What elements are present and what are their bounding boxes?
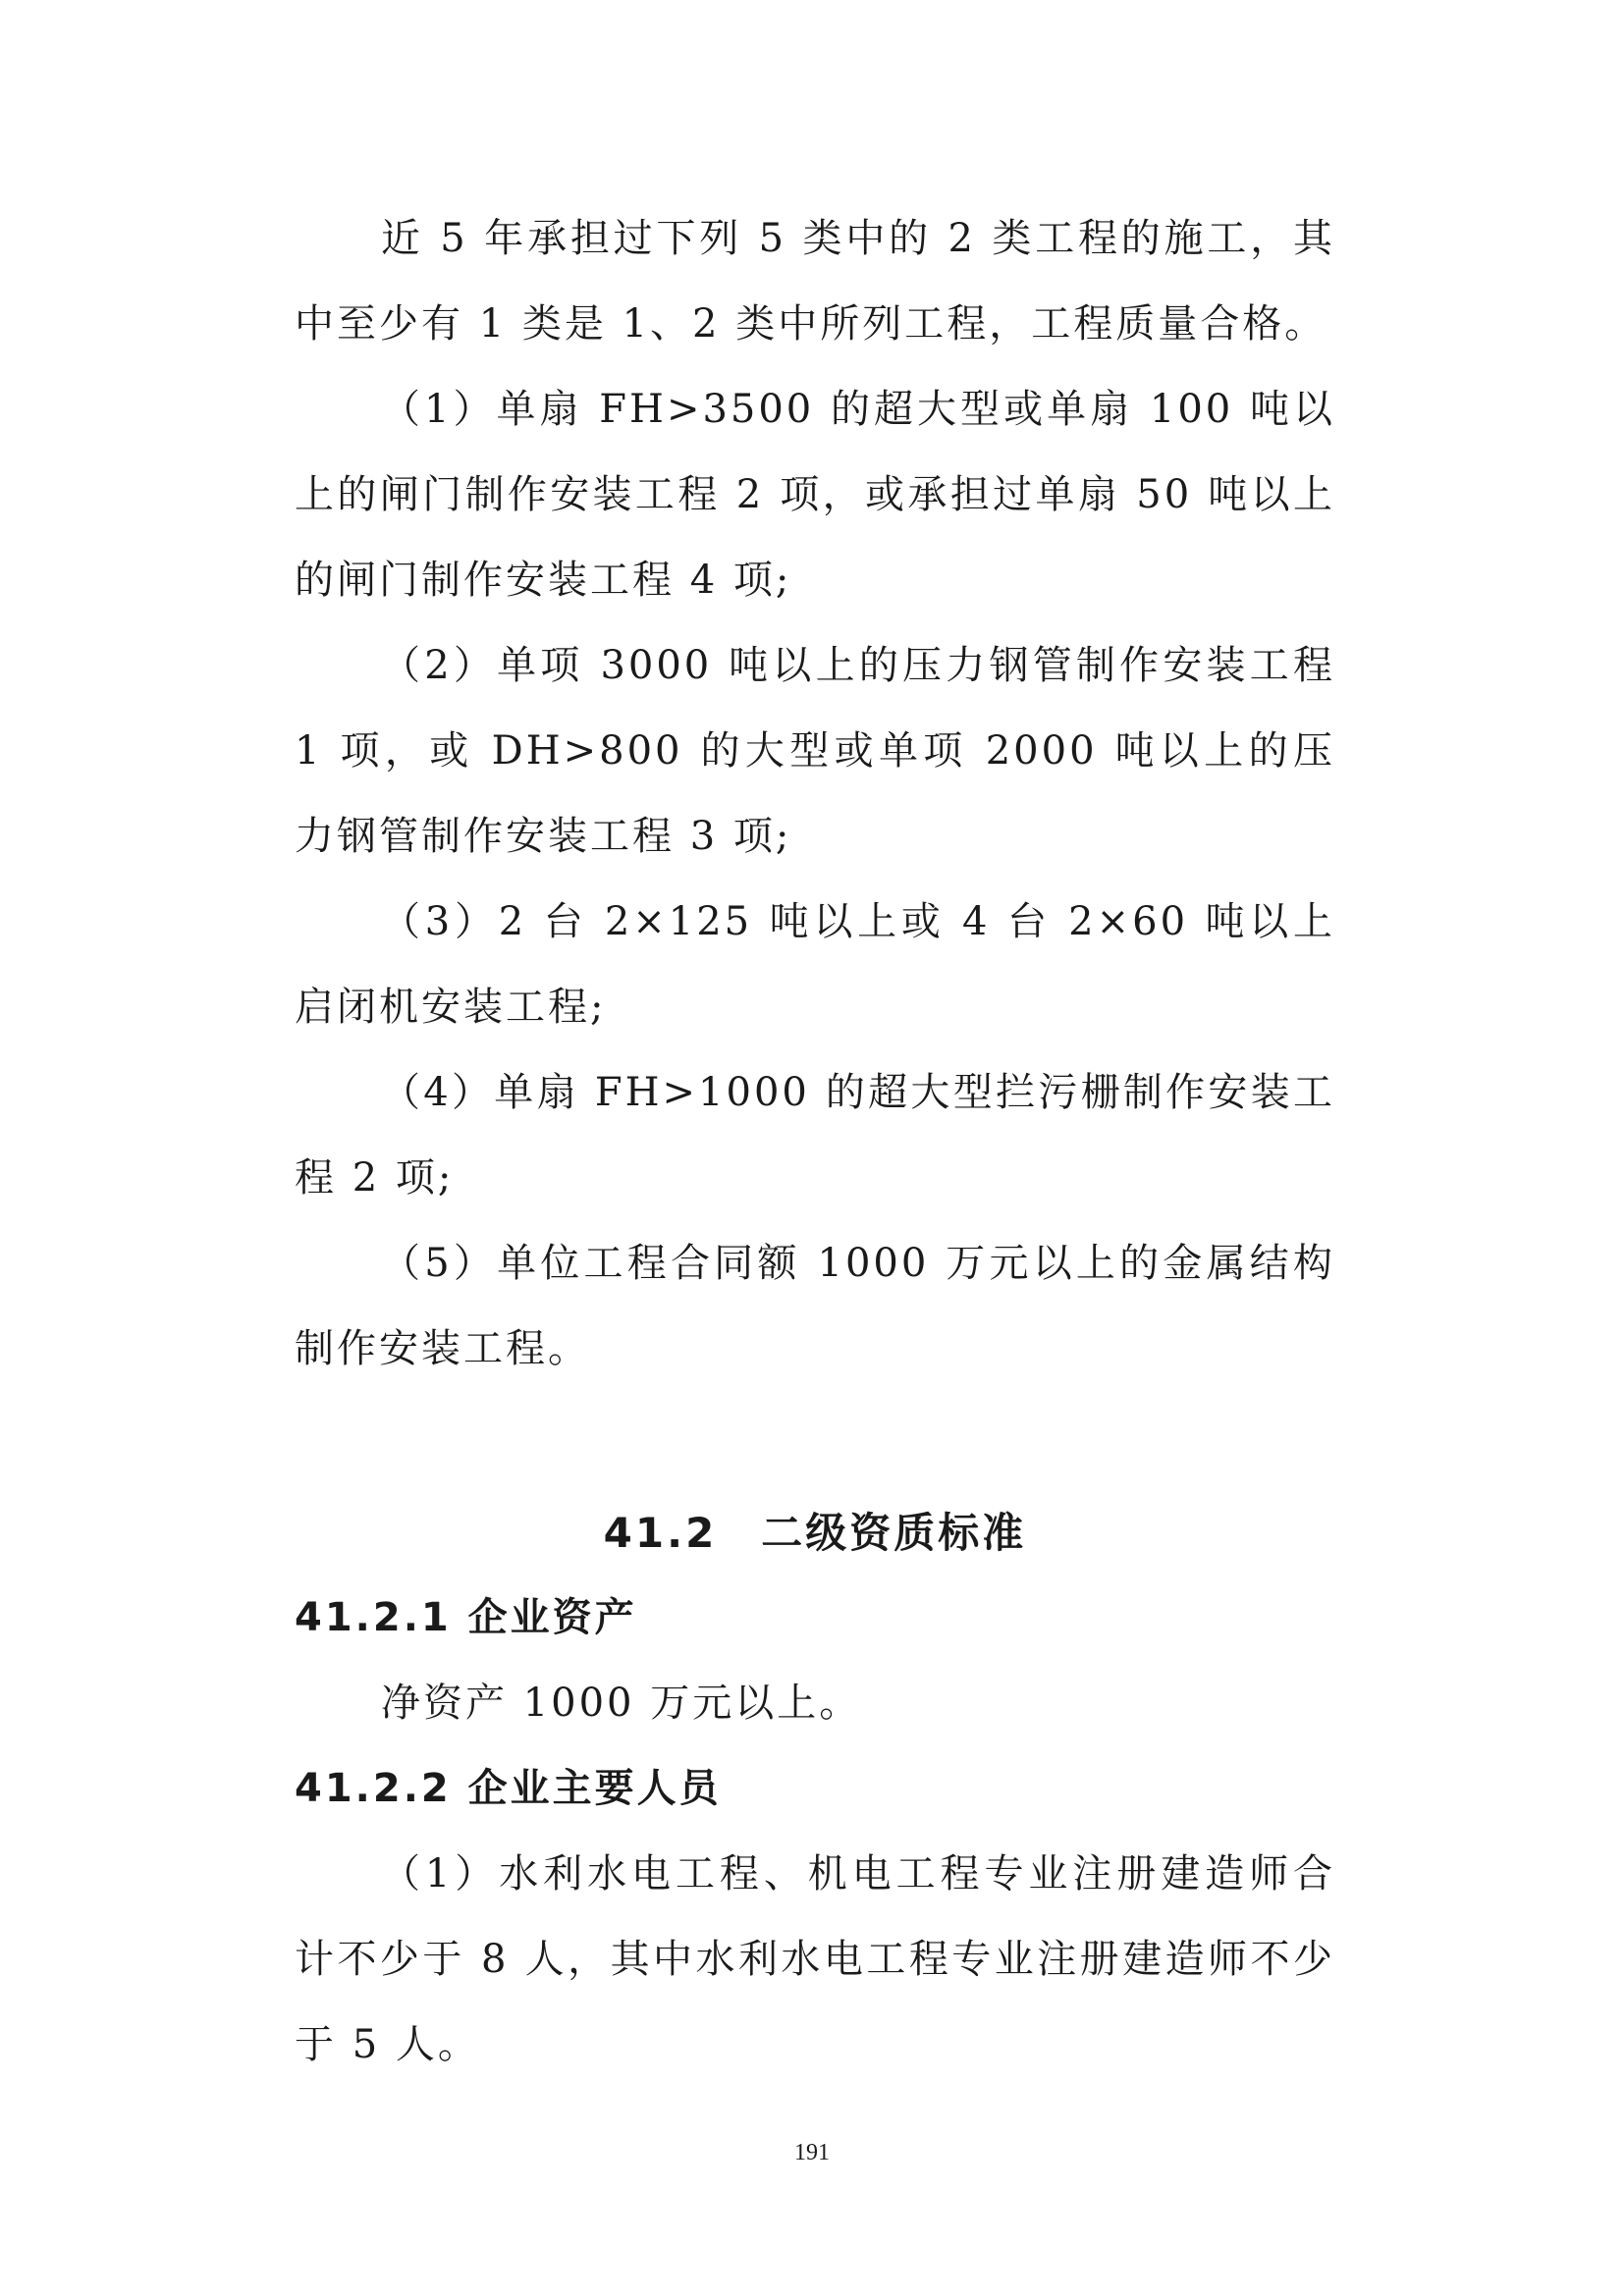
list-item-4: （4）单扇 FH>1000 的超大型拦污栅制作安装工程 2 项; [295,1070,1335,1201]
intro-paragraph: 近 5 年承担过下列 5 类中的 2 类工程的施工，其中至少有 1 类是 1、2 类中所列工程，工程质量合格。 [295,216,1335,347]
list-item-2: （2）单项 3000 吨以上的压力钢管制作安装工程 1 项，或 DH>800 的大型或单项 2000 吨以上的压力钢管制作安装工程 3 项; [295,643,1335,859]
section-spacer [295,1392,1335,1490]
document-page [295,196,1335,2088]
subsection-heading-assets: 41.2.1 企业资产 [295,1595,637,1640]
subsection-text-personnel: （1）水利水电工程、机电工程专业注册建造师合计不少于 8 人，其中水利水电工程专业注册建造师不少于 5 人。 [295,1851,1335,2067]
section-title: 41.2 二级资质标准 [603,1509,1027,1557]
subsection-text-assets: 净资产 1000 万元以上。 [381,1681,862,1726]
list-item-5: （5）单位工程合同额 1000 万元以上的金属结构制作安装工程。 [295,1241,1335,1371]
list-item-1: （1）单扇 FH>3500 的超大型或单扇 100 吨以上的闸门制作安装工程 2 项，或承担过单扇 50 吨以上的闸门制作安装工程 4 项; [295,387,1335,603]
subsection-heading-personnel: 41.2.2 企业主要人员 [295,1766,722,1811]
list-item-3: （3）2 台 2×125 吨以上或 4 台 2×60 吨以上启闭机安装工程; [295,899,1335,1030]
page-number: 191 [794,2140,830,2165]
